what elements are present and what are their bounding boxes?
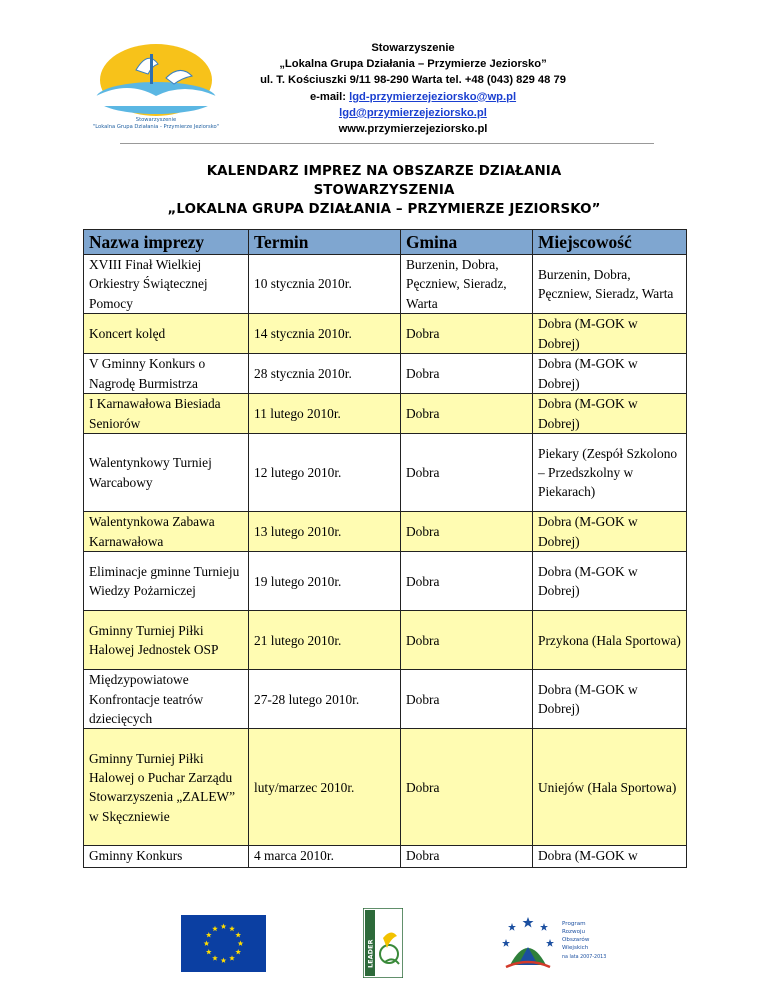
org-fullname: „Lokalna Grupa Działania – Przymierze Jeziorsko”	[279, 58, 547, 71]
cell-commune: Dobra	[401, 512, 533, 552]
table-row	[84, 255, 687, 314]
cell-date: 19 lutego 2010r.	[249, 552, 401, 611]
cell-date: luty/marzec 2010r.	[249, 729, 401, 846]
cell-date: 28 stycznia 2010r.	[249, 354, 401, 394]
table-row	[84, 314, 687, 354]
cell-event-name: Koncert kolęd	[84, 314, 249, 354]
cell-commune: Dobra	[401, 394, 533, 434]
header-commune: Gmina	[401, 230, 533, 255]
cell-event-name: Walentynkowa Zabawa Karnawałowa	[84, 512, 249, 552]
cell-event-name: Gminny Turniej Piłki Halowej o Puchar Zarządu Stowarzyszenia „ZALEW” w Skęczniewie	[84, 729, 249, 846]
cell-event-name: I Karnawałowa Biesiada Seniorów	[84, 394, 249, 434]
cell-event-name: V Gminny Konkurs o Nagrodę Burmistrza	[84, 354, 249, 394]
table-row	[84, 729, 687, 846]
cell-commune: Dobra	[401, 611, 533, 670]
cell-date: 27-28 lutego 2010r.	[249, 670, 401, 729]
table-row	[84, 354, 687, 394]
cell-place: Dobra (M-GOK w Dobrej)	[533, 394, 687, 434]
eu-star-icon	[212, 955, 218, 960]
cell-commune: Dobra	[401, 729, 533, 846]
header-date: Termin	[249, 230, 401, 255]
cell-event-name: Walentynkowy Turniej Warcabowy	[84, 434, 249, 512]
cell-place: Burzenin, Dobra, Pęczniew, Sieradz, Warta	[533, 255, 687, 314]
cell-commune: Burzenin, Dobra, Pęczniew, Sieradz, Warta	[401, 255, 533, 314]
eu-star-icon	[229, 955, 235, 960]
cell-commune: Dobra	[401, 846, 533, 868]
email-link-2[interactable]: lgd@przymierzejeziorsko.pl	[339, 106, 487, 119]
cell-place: Uniejów (Hala Sportowa)	[533, 729, 687, 846]
svg-text:Rozwoju: Rozwoju	[562, 929, 586, 935]
email-label: e-mail:	[309, 90, 350, 103]
footer-logos	[0, 908, 768, 978]
email-link-1[interactable]: lgd-przymierzejeziorsko@wp.pl	[349, 90, 517, 103]
header-event-name: Nazwa imprezy	[84, 230, 249, 255]
table-row	[84, 611, 687, 670]
svg-text:Obszarów: Obszarów	[562, 937, 590, 943]
eu-star-icon	[206, 932, 212, 937]
table-row	[84, 552, 687, 611]
table-row	[84, 394, 687, 434]
organization-info	[228, 40, 598, 137]
cell-place: Piekary (Zespół Szkolono – Przedszkolny w Piekarach)	[533, 434, 687, 512]
eu-star-icon	[221, 958, 227, 963]
cell-event-name: Międzypowiatowe Konfrontacje teatrów dziecięcych	[84, 670, 249, 729]
rural-development-program-logo	[500, 911, 610, 973]
svg-text:LEADER: LEADER	[366, 939, 375, 968]
cell-place: Dobra (M-GOK w Dobrej)	[533, 552, 687, 611]
eu-star-icon	[212, 926, 218, 931]
cell-date: 12 lutego 2010r.	[249, 434, 401, 512]
cell-commune: Dobra	[401, 670, 533, 729]
svg-text:na lata 2007-2013: na lata 2007-2013	[562, 955, 607, 960]
cell-commune: Dobra	[401, 552, 533, 611]
cell-event-name: XVIII Finał Wielkiej Orkiestry Świątecznej Pomocy	[84, 255, 249, 314]
eu-star-icon	[221, 924, 227, 929]
cell-place: Dobra (M-GOK w	[533, 846, 687, 868]
svg-text:Wiejskich: Wiejskich	[562, 945, 589, 951]
org-name-line: Stowarzyszenie	[371, 42, 455, 54]
cell-date: 21 lutego 2010r.	[249, 611, 401, 670]
title-line-3: „LOKALNA GRUPA DZIAŁANIA – PRZYMIERZE JEZIORSKO”	[167, 202, 601, 217]
title-line-2: STOWARZYSZENIA	[313, 183, 455, 198]
cell-commune: Dobra	[401, 434, 533, 512]
cell-event-name: Eliminacje gminne Turnieju Wiedzy Pożarniczej	[84, 552, 249, 611]
organization-logo	[88, 40, 224, 132]
cell-place: Dobra (M-GOK w Dobrej)	[533, 314, 687, 354]
table-row	[84, 670, 687, 729]
cell-place: Dobra (M-GOK w Dobrej)	[533, 512, 687, 552]
header-divider	[120, 143, 654, 144]
header-place: Miejscowość	[533, 230, 687, 255]
cell-date: 13 lutego 2010r.	[249, 512, 401, 552]
cell-place: Przykona (Hala Sportowa)	[533, 611, 687, 670]
cell-event-name: Gminny Konkurs	[84, 846, 249, 868]
eu-star-icon	[235, 949, 241, 954]
table-header-row	[84, 230, 687, 255]
document-title	[84, 162, 684, 219]
cell-date: 10 stycznia 2010r.	[249, 255, 401, 314]
cell-place: Dobra (M-GOK w Dobrej)	[533, 670, 687, 729]
table-row	[84, 434, 687, 512]
svg-text:"Lokalna Grupa Działania - Prz: "Lokalna Grupa Działania - Przymierze Jeziorsko"	[92, 124, 220, 130]
org-email-line	[228, 89, 598, 105]
cell-date: 11 lutego 2010r.	[249, 394, 401, 434]
svg-text:Stowarzyszenie: Stowarzyszenie	[135, 117, 177, 123]
org-address: ul. T. Kościuszki 9/11 98-290 Warta tel. +48 (043) 829 48 79	[260, 74, 566, 87]
events-table	[83, 229, 687, 868]
eu-star-icon	[229, 926, 235, 931]
cell-commune: Dobra	[401, 314, 533, 354]
cell-event-name: Gminny Turniej Piłki Halowej Jednostek OSP	[84, 611, 249, 670]
org-website: www.przymierzejeziorsko.pl	[338, 123, 488, 136]
table-row	[84, 512, 687, 552]
leader-logo	[363, 908, 403, 978]
svg-text:Program: Program	[562, 921, 586, 927]
eu-star-icon	[238, 941, 244, 946]
cell-date: 14 stycznia 2010r.	[249, 314, 401, 354]
title-line-1: KALENDARZ IMPREZ NA OBSZARZE DZIAŁANIA	[206, 164, 562, 179]
cell-date: 4 marca 2010r.	[249, 846, 401, 868]
cell-place: Dobra (M-GOK w Dobrej)	[533, 354, 687, 394]
eu-flag-icon	[181, 915, 266, 972]
eu-star-icon	[204, 941, 210, 946]
cell-commune: Dobra	[401, 354, 533, 394]
table-row	[84, 846, 687, 868]
eu-star-icon	[206, 949, 212, 954]
eu-star-icon	[235, 932, 241, 937]
